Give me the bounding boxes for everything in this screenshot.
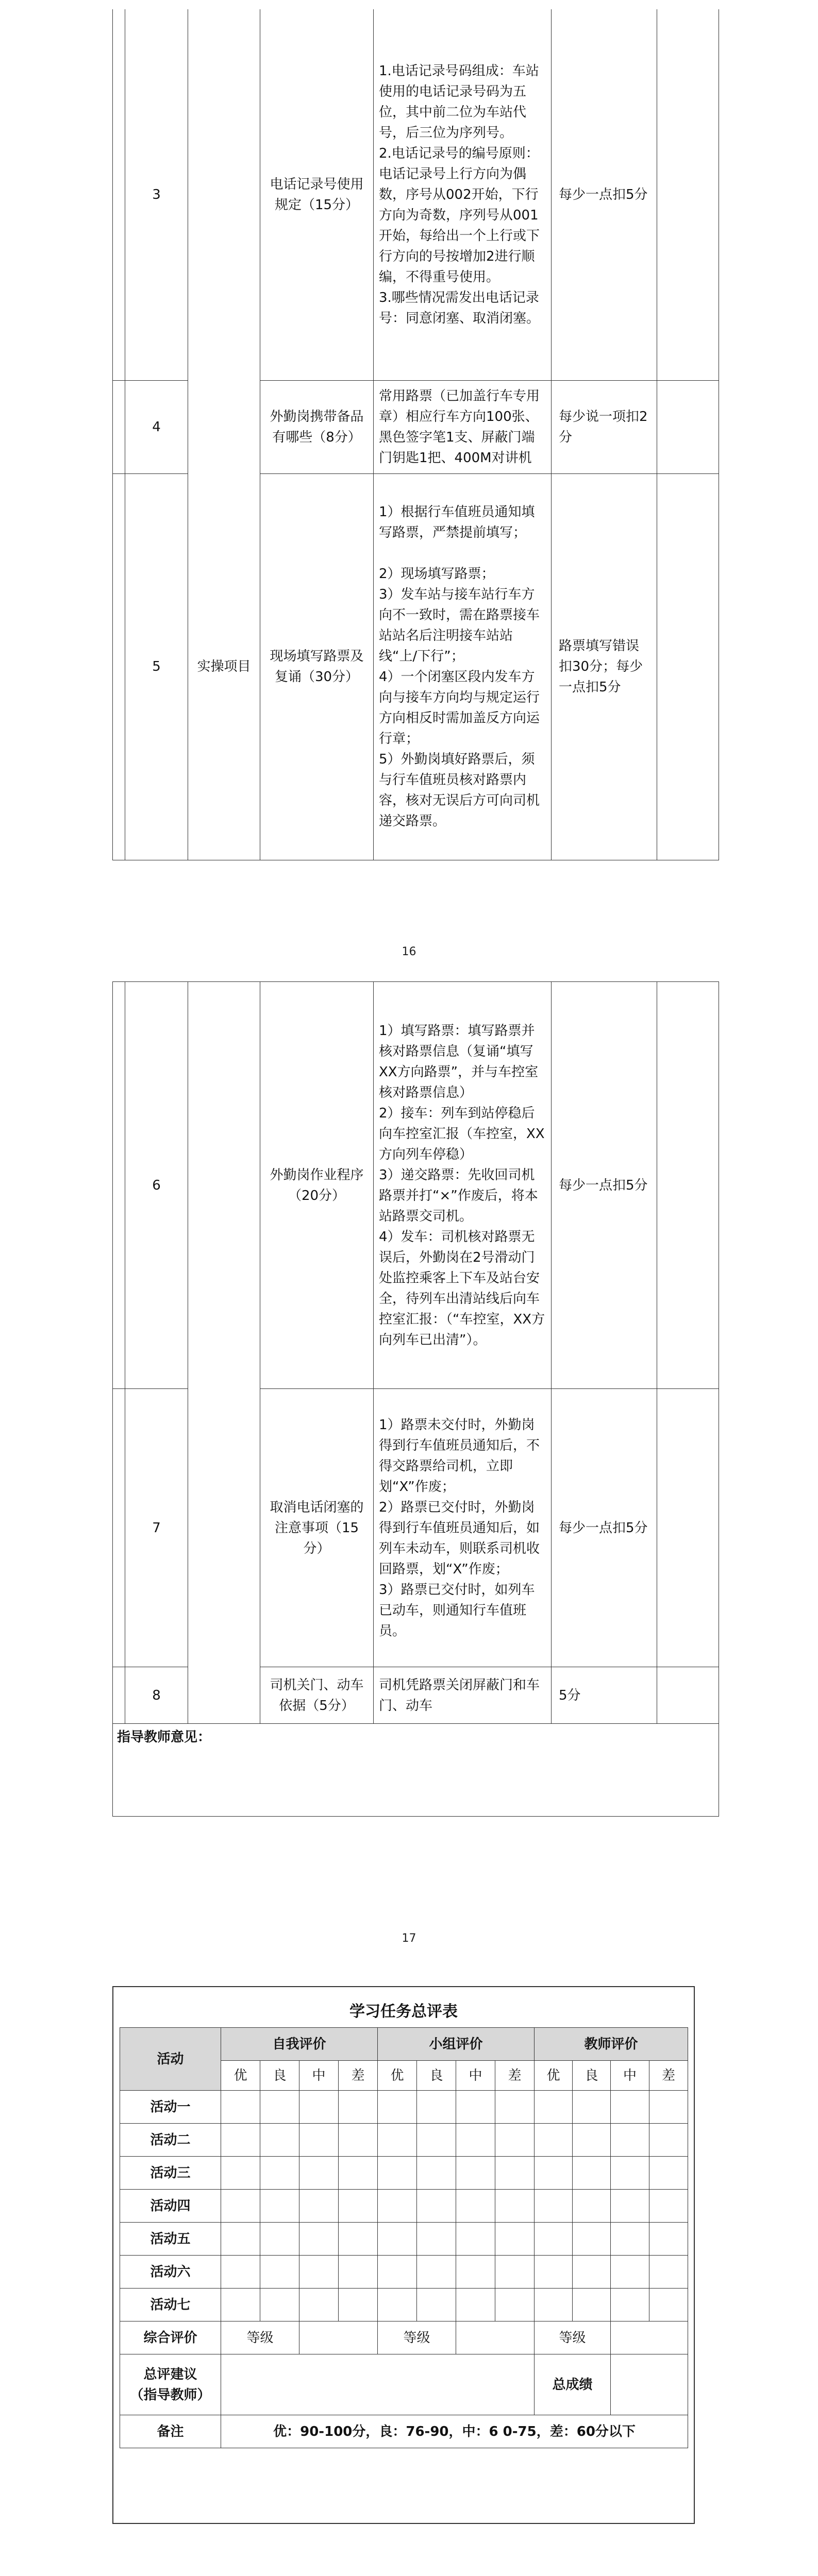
- gutter-cell: [113, 380, 125, 473]
- grade-cell[interactable]: [573, 2256, 611, 2289]
- grade-cell[interactable]: [456, 2190, 495, 2223]
- grade-cell[interactable]: [299, 2223, 339, 2256]
- grade-cell[interactable]: [573, 2091, 611, 2124]
- grade-cell[interactable]: [649, 2157, 688, 2190]
- teacher-grade-value[interactable]: [611, 2321, 688, 2354]
- grade-cell[interactable]: [573, 2289, 611, 2321]
- activity-label: 活动五: [120, 2223, 221, 2256]
- grade-cell[interactable]: [417, 2091, 456, 2124]
- grade-cell[interactable]: [573, 2124, 611, 2157]
- advice-label-line1: 总评建议: [143, 2366, 197, 2382]
- grade-cell[interactable]: [221, 2091, 260, 2124]
- scoring-cell: 路票填写错误扣30分；每少一点扣5分: [552, 473, 657, 860]
- activity-label: 活动三: [120, 2157, 221, 2190]
- grade-cell[interactable]: [417, 2190, 456, 2223]
- group-grade-label: 等级: [378, 2321, 456, 2354]
- grade-cell[interactable]: [611, 2091, 649, 2124]
- advisor-comment-cell: [113, 1724, 719, 1817]
- scoring-cell: 每少一点扣5分: [552, 982, 657, 1389]
- self-eval-header: 自我评价: [221, 2028, 378, 2061]
- grade-cell[interactable]: [535, 2091, 573, 2124]
- grade-cell[interactable]: [260, 2256, 299, 2289]
- category-cell: [188, 1667, 260, 1724]
- grade-cell[interactable]: [649, 2223, 688, 2256]
- grade-cell[interactable]: [339, 2190, 378, 2223]
- grade-cell[interactable]: [495, 2256, 535, 2289]
- page-number: 17: [402, 1932, 416, 1945]
- activity-row: [120, 2091, 688, 2124]
- grade-cell[interactable]: [339, 2289, 378, 2321]
- grade-header: 差: [339, 2061, 378, 2091]
- grade-cell[interactable]: [260, 2289, 299, 2321]
- scoring-cell: 每少说一项扣2分: [552, 380, 657, 473]
- grade-cell[interactable]: [535, 2223, 573, 2256]
- grade-cell[interactable]: [573, 2223, 611, 2256]
- activity-rows: [120, 2091, 688, 2321]
- row-number: 8: [125, 1667, 188, 1724]
- grade-cell[interactable]: [339, 2091, 378, 2124]
- gutter-cell: [113, 1389, 125, 1667]
- group-grade-value[interactable]: [456, 2321, 535, 2354]
- grade-cell[interactable]: [495, 2157, 535, 2190]
- grade-cell[interactable]: [260, 2157, 299, 2190]
- grade-cell[interactable]: [260, 2190, 299, 2223]
- grade-cell[interactable]: [611, 2190, 649, 2223]
- score-cell: [657, 473, 719, 860]
- grade-header: 差: [649, 2061, 688, 2091]
- grade-cell[interactable]: [299, 2190, 339, 2223]
- remark-label: 备注: [120, 2415, 221, 2448]
- score-cell: [657, 982, 719, 1389]
- scoring-cell: 每少一点扣5分: [552, 1389, 657, 1667]
- grade-cell[interactable]: [611, 2223, 649, 2256]
- category-cell: 实操项目: [188, 473, 260, 860]
- activity-label: 活动六: [120, 2256, 221, 2289]
- grade-cell[interactable]: [456, 2289, 495, 2321]
- row-number: 3: [125, 9, 188, 380]
- criteria-cell: 1）路票未交付时，外勤岗得到行车值班员通知后，不得交路票给司机，立即划“X”作废； 2）路票已交付时，外勤岗得到行车值班员通知后，如列车未动车，则联系司机收回路票，划“X”作废； 3）路票已交付时，如列车已动车，则通知行车值班员。: [374, 1389, 552, 1667]
- grade-cell[interactable]: [260, 2091, 299, 2124]
- advice-value[interactable]: [221, 2354, 535, 2415]
- grade-cell[interactable]: [299, 2091, 339, 2124]
- grade-cell[interactable]: [495, 2289, 535, 2321]
- score-cell: [657, 9, 719, 380]
- criteria-cell: 1.电话记录号码组成：车站使用的电话记录号码为五位，其中前二位为车站代号，后三位为序列号。 2.电话记录号的编号原则：电话记录号上行方向为偶数，序号从002开始，下行方向为奇数，序列号从001开始，每给出一个上行或下行方向的号按增加2进行顺编，不得重号使用。 3.哪些情况需发出电话记录号：同意闭塞、取消闭塞。: [374, 9, 552, 380]
- grade-header: 良: [417, 2061, 456, 2091]
- item-cell: 现场填写路票及复诵（30分）: [260, 473, 374, 860]
- score-cell: [657, 1389, 719, 1667]
- grade-cell[interactable]: [221, 2289, 260, 2321]
- advice-label-line2: （指导教师）: [130, 2387, 211, 2403]
- grade-cell[interactable]: [535, 2256, 573, 2289]
- grade-cell[interactable]: [456, 2157, 495, 2190]
- grade-cell[interactable]: [299, 2157, 339, 2190]
- grade-header: 优: [378, 2061, 417, 2091]
- grade-cell[interactable]: [611, 2157, 649, 2190]
- category-cell: [188, 9, 260, 380]
- grade-cell[interactable]: [456, 2124, 495, 2157]
- assessment-table-1: [112, 9, 719, 860]
- grade-header: 差: [495, 2061, 535, 2091]
- grade-header: 良: [573, 2061, 611, 2091]
- item-cell: 取消电话闭塞的注意事项（15分）: [260, 1389, 374, 1667]
- grade-cell[interactable]: [573, 2190, 611, 2223]
- scoring-cell: 5分: [552, 1667, 657, 1724]
- grade-cell[interactable]: [221, 2223, 260, 2256]
- total-score-value[interactable]: [611, 2354, 688, 2415]
- grade-cell[interactable]: [378, 2190, 417, 2223]
- remark-text: 优：90-100分，良：76-90，中：6 0-75，差：60分以下: [221, 2415, 688, 2448]
- grade-cell[interactable]: [417, 2289, 456, 2321]
- grade-header: 中: [611, 2061, 649, 2091]
- activity-row: [120, 2157, 688, 2190]
- score-cell: [657, 380, 719, 473]
- grade-cell[interactable]: [649, 2190, 688, 2223]
- grade-cell[interactable]: [299, 2289, 339, 2321]
- grade-cell[interactable]: [456, 2091, 495, 2124]
- grade-cell[interactable]: [299, 2124, 339, 2157]
- grade-cell[interactable]: [535, 2124, 573, 2157]
- grade-cell[interactable]: [221, 2190, 260, 2223]
- criteria-cell: 1）根据行车值班员通知填写路票，严禁提前填写； 2）现场填写路票； 3）发车站与接车站行车方向不一致时，需在路票接车站站名后注明接车站站线“上/下行”； 4）一个闭塞区段内发车方向与接车方向均与规定运行方向相反时需加盖反方向运行章； 5）外勤岗填好路票后，须与行车值班员核对路票内容，核对无误后方可向司机递交路票。: [374, 473, 552, 860]
- summary-title: 学习任务总评表: [349, 2003, 458, 2021]
- assessment-table-2: [112, 981, 719, 1817]
- self-grade-label: 等级: [221, 2321, 299, 2354]
- item-cell: 外勤岗作业程序（20分）: [260, 982, 374, 1389]
- activity-row: [120, 2223, 688, 2256]
- grade-cell[interactable]: [535, 2157, 573, 2190]
- grade-cell[interactable]: [221, 2124, 260, 2157]
- grade-cell[interactable]: [611, 2124, 649, 2157]
- activity-row: [120, 2190, 688, 2223]
- gutter-cell: [113, 982, 125, 1389]
- grade-header: 优: [535, 2061, 573, 2091]
- activity-label: 活动二: [120, 2124, 221, 2157]
- grade-cell[interactable]: [221, 2157, 260, 2190]
- grade-cell[interactable]: [378, 2091, 417, 2124]
- grade-cell[interactable]: [611, 2256, 649, 2289]
- page-number: 16: [402, 945, 416, 958]
- grade-cell[interactable]: [339, 2256, 378, 2289]
- grade-cell[interactable]: [611, 2289, 649, 2321]
- grade-header: 优: [221, 2061, 260, 2091]
- activity-row: [120, 2124, 688, 2157]
- score-cell: [657, 1667, 719, 1724]
- activity-row: [120, 2289, 688, 2321]
- grade-cell[interactable]: [495, 2091, 535, 2124]
- grade-cell[interactable]: [417, 2157, 456, 2190]
- scoring-cell: 每少一点扣5分: [552, 9, 657, 380]
- activity-label: 活动一: [120, 2091, 221, 2124]
- grade-cell[interactable]: [649, 2289, 688, 2321]
- row-number: 6: [125, 982, 188, 1389]
- row-number: 5: [125, 473, 188, 860]
- grade-cell[interactable]: [573, 2157, 611, 2190]
- overall-label: 综合评价: [120, 2321, 221, 2354]
- criteria-cell: 1）填写路票：填写路票并核对路票信息（复诵“填写XX方向路票”，并与车控室核对路票信息） 2）接车：列车到站停稳后向车控室汇报（车控室，XX方向列车停稳） 3）递交路票：先收回司机路票并打“×”作废后，将本站路票交司机。 4）发车：司机核对路票无误后，外勤岗在2号滑动门处监控乘客上下车及站台安全，待列车出清站线后向车控室汇报：（“车控室，XX方向列车已出清”）。: [374, 982, 552, 1389]
- row-number: 4: [125, 380, 188, 473]
- total-score-label: 总成绩: [535, 2354, 611, 2415]
- grade-cell[interactable]: [339, 2124, 378, 2157]
- grade-header: 中: [299, 2061, 339, 2091]
- group-eval-header: 小组评价: [378, 2028, 535, 2061]
- grade-cell[interactable]: [378, 2289, 417, 2321]
- grade-cell[interactable]: [535, 2190, 573, 2223]
- grade-cell[interactable]: [299, 2256, 339, 2289]
- category-cell: [188, 1389, 260, 1667]
- grade-cell[interactable]: [535, 2289, 573, 2321]
- teacher-grade-label: 等级: [535, 2321, 611, 2354]
- grade-cell[interactable]: [260, 2223, 299, 2256]
- category-cell: [188, 380, 260, 473]
- grade-cell[interactable]: [649, 2256, 688, 2289]
- activity-row: [120, 2256, 688, 2289]
- item-cell: 司机关门、动车依据（5分）: [260, 1667, 374, 1724]
- grade-cell[interactable]: [378, 2223, 417, 2256]
- grade-cell[interactable]: [339, 2223, 378, 2256]
- grade-cell[interactable]: [417, 2256, 456, 2289]
- grade-cell[interactable]: [649, 2091, 688, 2124]
- grade-cell[interactable]: [417, 2223, 456, 2256]
- activity-label: 活动七: [120, 2289, 221, 2321]
- grade-cell[interactable]: [417, 2124, 456, 2157]
- grade-cell[interactable]: [378, 2256, 417, 2289]
- activity-label: 活动四: [120, 2190, 221, 2223]
- gutter-cell: [113, 473, 125, 860]
- grade-cell[interactable]: [378, 2157, 417, 2190]
- gutter-cell: [113, 9, 125, 380]
- grade-header: 中: [456, 2061, 495, 2091]
- summary-table: [120, 2027, 688, 2448]
- grade-cell[interactable]: [221, 2256, 260, 2289]
- gutter-cell: [113, 1667, 125, 1724]
- criteria-cell: 司机凭路票关闭屏蔽门和车门、动车: [374, 1667, 552, 1724]
- advice-label: [120, 2354, 221, 2415]
- activity-header: 活动: [120, 2028, 221, 2091]
- grade-header: 良: [260, 2061, 299, 2091]
- self-grade-value[interactable]: [299, 2321, 378, 2354]
- grade-cell[interactable]: [495, 2223, 535, 2256]
- teacher-eval-header: 教师评价: [535, 2028, 688, 2061]
- item-cell: 电话记录号使用规定（15分）: [260, 9, 374, 380]
- advisor-comment-label: 指导教师意见：: [117, 1730, 211, 1745]
- summary-frame: [112, 1986, 695, 2524]
- item-cell: 外勤岗携带备品有哪些（8分）: [260, 380, 374, 473]
- grade-cell[interactable]: [649, 2124, 688, 2157]
- row-number: 7: [125, 1389, 188, 1667]
- grade-cell[interactable]: [495, 2190, 535, 2223]
- grade-cell[interactable]: [339, 2157, 378, 2190]
- grade-cell[interactable]: [456, 2256, 495, 2289]
- grade-cell[interactable]: [260, 2124, 299, 2157]
- grade-cell[interactable]: [378, 2124, 417, 2157]
- category-cell: [188, 982, 260, 1389]
- grade-cell[interactable]: [456, 2223, 495, 2256]
- criteria-cell: 常用路票（已加盖行车专用章）相应行车方向100张、黑色签字笔1支、屏蔽门端门钥匙1把、400M对讲机: [374, 380, 552, 473]
- grade-cell[interactable]: [495, 2124, 535, 2157]
